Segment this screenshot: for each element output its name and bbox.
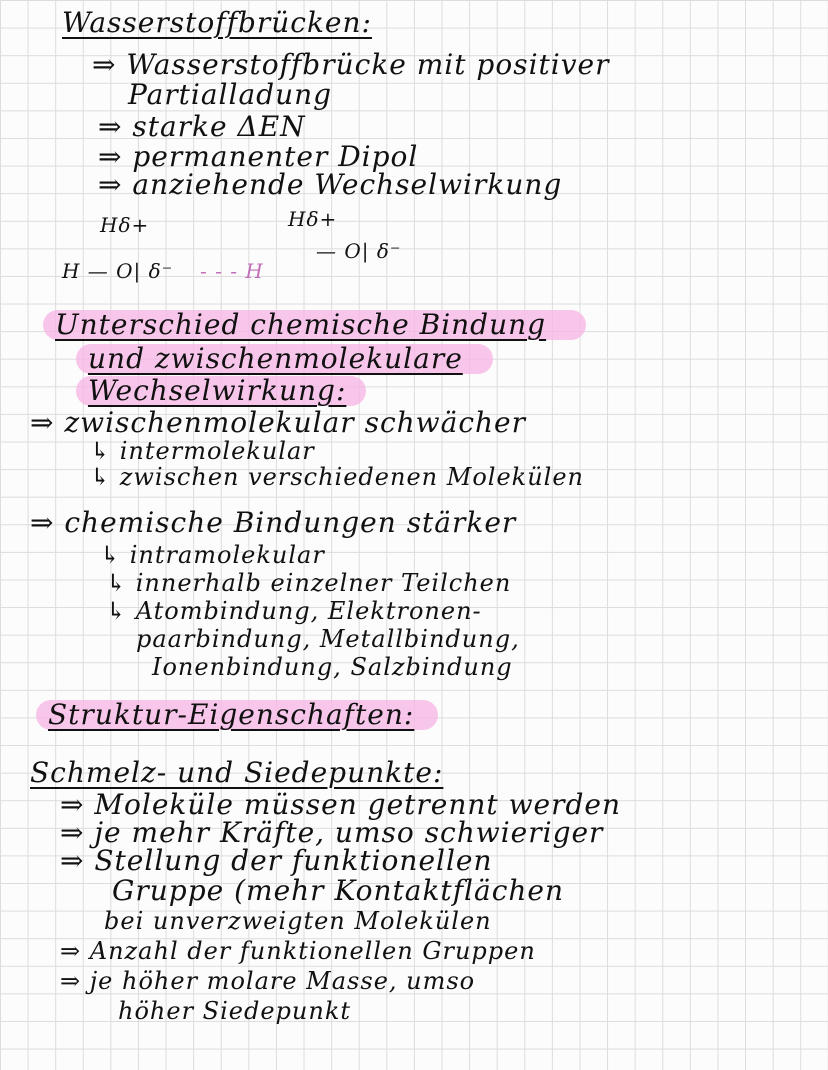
note-line: paarbindung, Metallbindung, <box>136 625 520 653</box>
note-line: ↳ innerhalb einzelner Teilchen <box>106 569 512 597</box>
note-line: ⇒ Moleküle müssen getrennt werden <box>60 788 622 821</box>
note-line: ⇒ zwischenmolekular schwächer <box>30 406 527 439</box>
note-line: ↳ zwischen verschiedenen Molekülen <box>90 463 584 491</box>
heading-wasserstoffbruecken: Wasserstoffbrücken: <box>62 6 372 39</box>
heading-unterschied-line3: Wechselwirkung: <box>76 376 366 406</box>
note-line: bei unverzweigten Molekülen <box>104 907 492 935</box>
note-line: ⇒ je höher molare Masse, umso <box>60 967 476 995</box>
note-line: höher Siedepunkt <box>118 997 352 1025</box>
note-line: ⇒ starke ΔEN <box>98 110 306 143</box>
heading-unterschied-line2: und zwischenmolekulare <box>76 344 493 374</box>
note-line: ⇒ permanenter Dipol <box>98 140 419 173</box>
heading-struktur-eigenschaften: Struktur-Eigenschaften: <box>36 700 438 730</box>
diagram-water-molecule: H — O| δ⁻ <box>62 259 174 283</box>
diagram-h-partial-charge: Hδ+ <box>100 213 150 237</box>
note-line: ↳ intramolekular <box>100 541 325 569</box>
diagram-water-molecule: — O| δ⁻ <box>316 239 402 263</box>
diagram-hydrogen-bond: - - - H <box>200 259 264 283</box>
note-line: Gruppe (mehr Kontaktflächen <box>112 874 565 907</box>
note-line: ⇒ Stellung der funktionellen <box>60 844 493 877</box>
note-line: ↳ intermolekular <box>90 437 315 465</box>
note-line: ⇒ Wasserstoffbrücke mit positiver <box>92 48 610 81</box>
heading-schmelz-siedepunkte: Schmelz- und Siedepunkte: <box>30 756 444 789</box>
note-line: Partialladung <box>128 78 333 111</box>
note-line: ↳ Atombindung, Elektronen- <box>106 597 482 625</box>
diagram-h-partial-charge: Hδ+ <box>288 207 338 231</box>
note-line: ⇒ chemische Bindungen stärker <box>30 506 517 539</box>
note-line: ⇒ je mehr Kräfte, umso schwieriger <box>60 816 604 849</box>
heading-unterschied: Unterschied chemische Bindung <box>43 310 586 340</box>
note-line: Ionenbindung, Salzbindung <box>152 653 513 681</box>
note-line: ⇒ anziehende Wechselwirkung <box>98 168 563 201</box>
note-line: ⇒ Anzahl der funktionellen Gruppen <box>60 937 536 965</box>
